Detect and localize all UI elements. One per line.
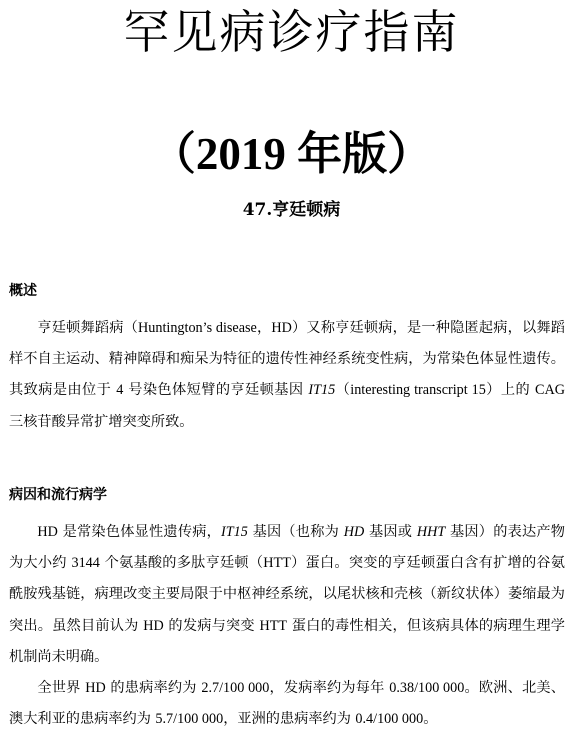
overview-paragraph: 亨廷顿舞蹈病（Huntington’s disease，HD）又称亨廷顿病，是一种隐匿起病，以舞蹈样不自主运动、精神障碍和痴呆为特征的遗传性神经系统变性病，为常染色体显性遗传。其致病是由位于 4 号染色体短臂的亨廷顿基因 IT15（interesting transcript 15）上的 CAG 三核苷酸异常扩增突变所致。 [9,320,565,430]
edition-label: （2019 年版） [150,129,433,179]
section-heading-overview: 概述 [9,283,37,299]
chapter-title: 47.亨廷顿病 [242,200,341,220]
etiology-paragraph-2: 全世界 HD 的患病率约为 2.7/100 000，发病率约为每年 0.38/100 000。欧洲、北美、澳大利亚的患病率约为 5.7/100 000，亚洲的患病率约为 0.4/100 000。 [9,680,565,728]
document-title: 罕见病诊疗指南 [123,5,460,59]
etiology-paragraph-1: HD 是常染色体显性遗传病，IT15 基因（也称为 HD 基因或 HHT 基因）的表达产物为大小约 3144 个氨基酸的多肽亨廷顿（HTT）蛋白。突变的亨廷顿蛋白含有扩增的谷氨酰胺残基链，病理改变主要局限于中枢神经系统，以尾状核和壳核（新纹状体）萎缩最为突出。虽然目前认为 HD 的发病与突变 HTT 蛋白的毒性相关，但该病具体的病理生理学机制尚未明确。 [9,524,565,665]
section-heading-etiology: 病因和流行病学 [9,487,107,503]
